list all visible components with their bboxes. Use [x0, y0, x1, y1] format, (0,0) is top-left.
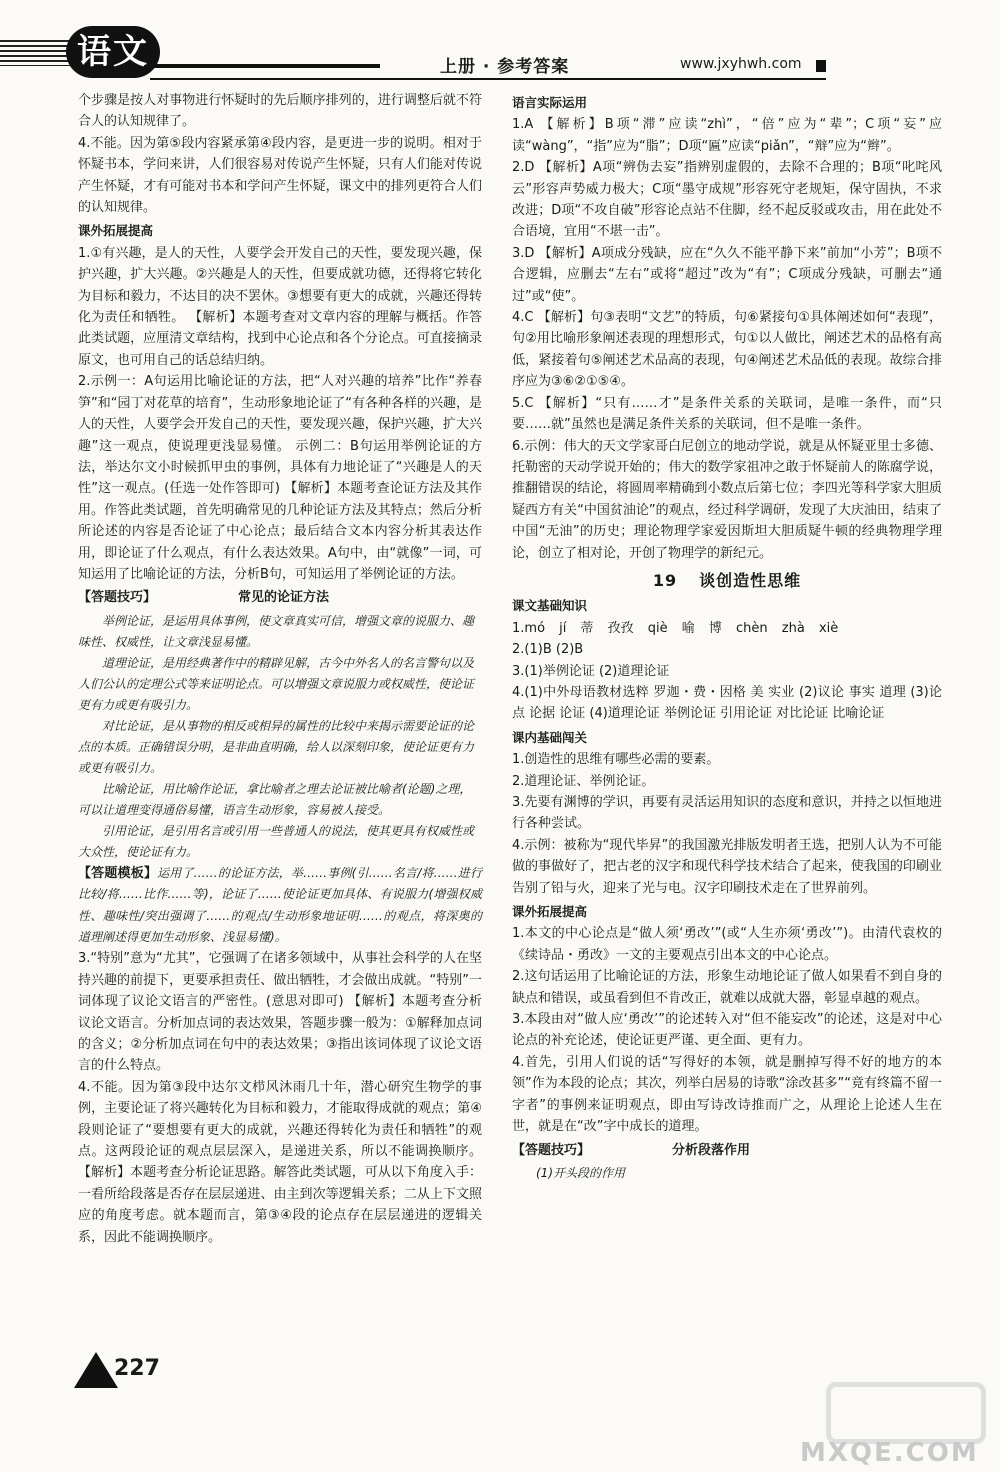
tip-paragraph: 对比论证，是从事物的相反或相异的属性的比较中来揭示需要论证的论点的本质。正确错误分明，是非曲直明确，给人以深刻印象，使论证更有力或更有吸引力。 — [78, 718, 475, 775]
section-heading: 语言实际运用 — [512, 95, 588, 110]
tip-paragraph: 举例论证，是运用具体事例，使文章真实可信，增强文章的说服力、趣味性、权威性，让文章浅显易懂。 — [78, 613, 475, 649]
tip-label: 【答题技巧】 — [78, 590, 157, 606]
answer-paragraph: 3.D 【解析】A项成分残缺，应在“久久不能平静下来”前加“小芳”；B项不合逻辑，应删去“左右”或将“超过”改为“有”；C项成分残缺，可删去“通过”或“使”。 — [512, 245, 942, 304]
section-heading: 课外拓展提高 — [512, 904, 588, 920]
tip-paragraph: (1)开头段的作用 — [536, 1165, 625, 1180]
header-stripes — [0, 40, 70, 66]
subject-logo: 语文 — [66, 26, 160, 78]
answer-paragraph: 1.创造性的思维有哪些必需的要素。 — [512, 752, 720, 768]
answer-paragraph: 5.C 【解析】“只有……才”是条件关系的关联词，是唯一条件，而“只要……就”虽然也是满足条件关系的关联词，但不是唯一条件。 — [512, 395, 942, 433]
header-url: www.jxyhwh.com — [680, 56, 802, 72]
header-rule — [150, 78, 826, 80]
answer-paragraph: 1.mó jí 蒂 孜孜 qiè 喻 博 chèn zhà xiè — [512, 620, 839, 636]
answer-paragraph: 2.道理论证、举例论证。 — [512, 773, 655, 789]
tip-heading — [512, 1140, 942, 1161]
section-heading: 课外拓展提高 — [78, 223, 154, 239]
answer-paragraph: 4.不能。因为第⑤段内容紧承第④段内容，是更进一步的说明。相对于怀疑书本，学问来讲，人们很容易对传说产生怀疑，只有人们能对传说产生怀疑，才有可能对书本和学问产生怀疑，课文中的排列更符合人们的认知规律。 — [78, 135, 482, 216]
tip-text: 常见的论证方法 — [238, 590, 330, 606]
left-column — [78, 90, 482, 1248]
page-header — [0, 0, 1000, 90]
answer-paragraph: 4.C 【解析】句③表明“文艺”的特质，句⑥紧接句①具体阐述如何“表现”，句②用比喻形象阐述表现的理想形式，句①以人做比，阐述艺术的品格有高低，紧接着句⑤阐述艺术品高的表现，句④阐述艺术品低的表现。故综合排序应为③⑥②①⑤④。 — [512, 310, 942, 390]
tip-paragraph: 道理论证，是用经典著作中的精辟见解，古今中外名人的名言警句以及人们公认的定理公式等来证明论点。可以增强文章说服力或权威性，使论证更有力或更有吸引力。 — [78, 655, 475, 712]
lesson-name: 谈创造性思维 — [699, 570, 802, 590]
header-title: 上册 · 参考答案 — [440, 57, 570, 77]
watermark-logo-icon — [826, 1382, 986, 1444]
tip-paragraph: 引用论证，是引用名言或引用一些普通人的说法，使其更具有权威性或大众性，使论证有力。 — [78, 823, 475, 859]
sail-icon — [74, 1352, 118, 1388]
section-heading: 课内基础闯关 — [512, 729, 588, 745]
answer-paragraph: 1.①有兴趣，是人的天性，人要学会开发自己的天性，要发现兴趣，保护兴趣，扩大兴趣。②兴趣是人的天性，但要成就功德，还得将它转化为目标和毅力，不达目的决不罢休。③想要有更大的成就，兴趣还得转化为责任和牺牲。 【解析】本题考查对文章内容的理解与概括。作答此类试题，应厘清文章结构，找到中心论点和各个分论点。可直接摘录原文，也可用自己的话总结归纳。 — [78, 245, 482, 368]
tip-heading — [78, 587, 482, 608]
answer-paragraph: 1.A 【解析】B项“滞”应读“zhì”，“倍”应为“辈”；C项“妄”应读“wàng”，“指”应为“脂”；D项“匾”应读“piǎn”，“辩”应为“辫”。 — [512, 117, 942, 154]
header-square — [816, 60, 826, 72]
page-number: 227 — [114, 1356, 160, 1381]
answer-paragraph: 2.示例一：A句运用比喻论证的方法，把“人对兴趣的培养”比作“养春笋”和“园丁对花草的培育”，生动形象地论证了“有各种各样的兴趣，是人的天性，人要学会开发自己的天性，要发现兴趣，保护兴趣，扩大兴趣”这一观点，使说理更浅显易懂。 示例二：B句运用举例论证的方法，举达尔文小时候抓甲虫的事例，具体有力地论证了“兴趣是人的天性”这一观点。(任选一处作答即可) 【解析】本题考查论证方法及其作用。作答此类试题，首先明确常见的几种论证方法及其特点；然后分析所论述的内容是否论证了中心论点；最后结合文本内容分析其表达作用，即论证了什么观点，有什么表达效果。A句中，由“就像”一词，可知运用了比喻论证的方法，分析B句，可知运用了举例论证的方法。 — [78, 374, 482, 582]
answer-paragraph: 4.不能。因为第③段中达尔文栉风沐雨几十年，潜心研究生物学的事例，主要论证了将兴趣转化为目标和毅力，才能取得成就的观点；第④段则论证了“要想要有更大的成就，兴趣还得转化为责任和牺牲”的观点。这两段论证的观点层层深入，是递进关系，所以不能调换顺序。 【解析】本题考查分析论证思路。解答此类试题，可从以下角度入手：一看所给段落是否存在层层递进、由主到次等逻辑关系；二从上下文照应的角度考虑。就本题而言，第③④段的论点存在层层递进的逻辑关系，因此不能调换顺序。 — [78, 1079, 482, 1245]
tip-text: 运用了……的论证方法，举……事例(引……名言/将……进行比较/将……比作……等)，论证了……使论证更加具体、有说服力(增强权威性、趣味性/突出强调了……的观点/生动形象地证明……的观点，将深奥的道理阐述得更加生动形象、浅显易懂)。 — [78, 865, 482, 944]
answer-paragraph: 2.(1)B (2)B — [512, 642, 584, 658]
header-bar — [150, 64, 380, 68]
section-heading: 课文基础知识 — [512, 598, 588, 614]
answer-paragraph: 3.(1)举例论证 (2)道理论证 — [512, 663, 670, 679]
answer-paragraph: 1.本文的中心论点是“做人须‘勇改’”(或“人生亦须‘勇改’”)。由清代袁枚的《续诗品・勇改》一文的主要观点引出本文的中心论点。 — [512, 926, 942, 963]
right-column — [512, 90, 942, 1184]
answer-paragraph: 6.示例：伟大的天文学家哥白尼创立的地动学说，就是从怀疑亚里士多德、托勒密的天动学说开始的；伟大的数学家祖冲之敢于怀疑前人的陈腐学说，推翻错误的结论，将圆周率精确到小数点后第七位；李四光等科学家大胆质疑西方有关“中国贫油论”的观点，经过科学调研，发现了大庆油田，结束了中国“无油”的历史；理论物理学家爱因斯坦大胆质疑牛顿的经典物理学理论，创立了相对论，开创了物理学的新纪元。 — [512, 438, 942, 561]
tip-label: 【答题技巧】 — [512, 1142, 591, 1158]
answer-paragraph: 4.示例：被称为“现代毕昇”的我国激光排版发明者王选，把别人认为不可能做的事做好了，把古老的汉字和现代科学技术结合了起来，使我国的印刷业告别了铅与火，迎来了光与电。汉字印刷技术走在了世界前列。 — [512, 837, 942, 896]
lesson-number: 19 — [652, 570, 678, 590]
answer-template — [78, 863, 482, 949]
answer-paragraph: 3.本段由对“做人应‘勇改’”的论述转入对“但不能妄改”的论述，这是对中心论点的补充论述，使论证更严谨、更全面、更有力。 — [512, 1012, 942, 1049]
answer-paragraph: 2.这句话运用了比喻论证的方法，形象生动地论证了做人如果看不到自身的缺点和错误，或虽看到但不肯改正，就难以成就大器，彰显卓越的观点。 — [512, 969, 942, 1006]
answer-paragraph: 3.“特别”意为“尤其”，它强调了在诸多领域中，从事社会科学的人在坚持兴趣的前提下，更要承担责任、做出牺牲，才会做出成就。“特别”一词体现了议论文语言的严密性。(意思对即可) 【解析】本题考查分析议论文语言。分析加点词的表达效果，答题步骤一般为：①解释加点词的含义；②分析加点词在句中的表达效果；③指出该词体现了议论文语言的什么特点。 — [78, 951, 482, 1074]
answer-paragraph: 4.首先，引用人们说的话“写得好的本领，就是删掉写得不好的地方的本领”作为本段的论点；其次，列举白居易的诗歌“涂改甚多”“竟有终篇不留一字者”的事例来证明观点，即由写诗改诗推而广之，从理论上论述人生在世，就是在“改”字中成长的道理。 — [512, 1054, 942, 1135]
watermark-text: MXQE.COM — [800, 1438, 979, 1468]
answer-paragraph: 2.D 【解析】A项“辨伪去妄”指辨别虚假的，去除不合理的；B项“叱咤风云”形容声势威力极大；C项“墨守成规”形容死守老规矩，保守固执，不求改进；D项“不攻自破”形容论点站不住脚，经不起反驳或攻击，用在此处不合语境，宜用“不堪一击”。 — [512, 160, 942, 240]
tip-paragraph: 比喻论证，用比喻作论证，拿比喻者之理去论证被比喻者(论题)之理，可以让道理变得通俗易懂，语言生动形象，容易被人接受。 — [78, 781, 472, 817]
answer-paragraph: 个步骤是按人对事物进行怀疑时的先后顺序排列的，进行调整后就不符合人的认知规律了。 — [78, 93, 482, 130]
lesson-title — [512, 570, 942, 591]
tip-text: 分析段落作用 — [672, 1142, 751, 1158]
page-number-badge — [66, 1348, 160, 1398]
tip-label: 【答题模板】 — [78, 865, 158, 881]
answer-paragraph: 4.(1)中外母语教材选粹 罗迦・费・因格 美 实业 (2)议论 事实 道理 (3)论点 论据 论证 (4)道理论证 举例论证 引用论证 对比论证 比喻论证 — [512, 684, 942, 722]
answer-paragraph: 3.先要有渊博的学识，再要有灵活运用知识的态度和意识，并持之以恒地进行各种尝试。 — [512, 795, 942, 832]
